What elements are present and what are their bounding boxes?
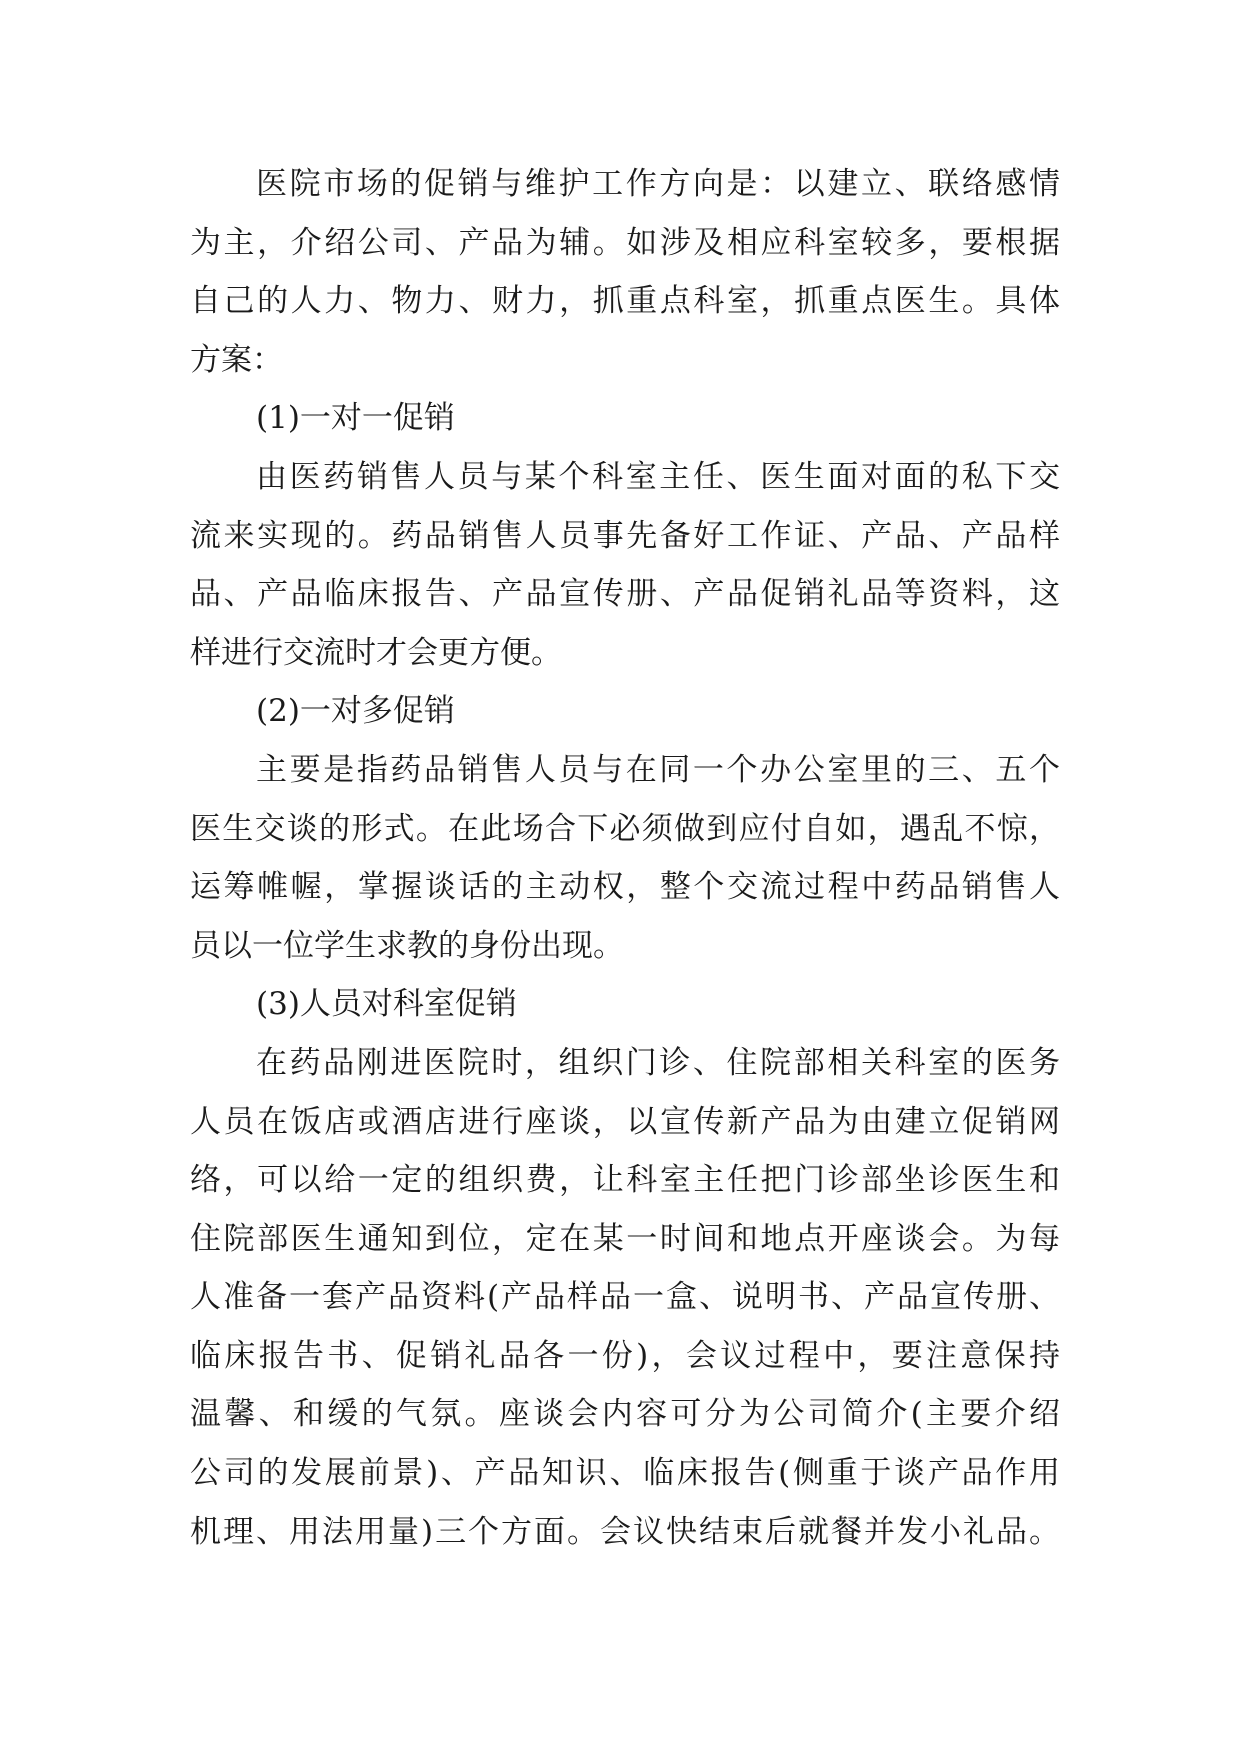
- text-line: 品、产品临床报告、产品宣传册、产品促销礼品等资料，这: [190, 576, 1060, 613]
- text-line: 人准备一套产品资料(产品样品一盒、说明书、产品宣传册、: [190, 1279, 1060, 1316]
- text-line: (3)人员对科室促销: [256, 986, 517, 1023]
- text-line: 住院部医生通知到位，定在某一时间和地点开座谈会。为每: [190, 1220, 1060, 1257]
- text-line: 方案：: [190, 341, 283, 378]
- text-line: (1)一对一促销: [256, 400, 455, 437]
- text-line: 由医药销售人员与某个科室主任、医生面对面的私下交: [256, 458, 1060, 495]
- text-line: 运筹帷幄，掌握谈话的主动权，整个交流过程中药品销售人: [190, 869, 1060, 906]
- text-line: 流来实现的。药品销售人员事先备好工作证、产品、产品样: [190, 517, 1060, 554]
- text-line: 在药品刚进医院时，组织门诊、住院部相关科室的医务: [256, 1044, 1060, 1081]
- text-line: 自己的人力、物力、财力，抓重点科室，抓重点医生。具体: [190, 283, 1060, 320]
- text-line: 医院市场的促销与维护工作方向是：以建立、联络感情: [256, 166, 1060, 202]
- text-line: 温馨、和缓的气氛。座谈会内容可分为公司简介(主要介绍: [190, 1396, 1060, 1433]
- text-line: 为主，介绍公司、产品为辅。如涉及相应科室较多，要根据: [190, 224, 1060, 261]
- text-line: 人员在饭店或酒店进行座谈，以宣传新产品为由建立促销网: [190, 1103, 1060, 1140]
- text-line: 公司的发展前景)、产品知识、临床报告(侧重于谈产品作用: [190, 1455, 1060, 1492]
- document-body: [190, 155, 1060, 1561]
- text-line: 员以一位学生求教的身份出现。: [190, 927, 624, 964]
- text-line: (2)一对多促销: [256, 693, 455, 730]
- text-line: 络，可以给一定的组织费，让科室主任把门诊部坐诊医生和: [190, 1162, 1060, 1199]
- text-line: 医生交谈的形式。在此场合下必须做到应付自如，遇乱不惊，: [190, 810, 1060, 847]
- text-line: 样进行交流时才会更方便。: [190, 634, 562, 671]
- text-line: 主要是指药品销售人员与在同一个办公室里的三、五个: [256, 751, 1060, 788]
- text-line: 临床报告书、促销礼品各一份)，会议过程中，要注意保持: [190, 1337, 1060, 1374]
- text-line: 机理、用法用量)三个方面。会议快结束后就餐并发小礼品。: [190, 1513, 1060, 1550]
